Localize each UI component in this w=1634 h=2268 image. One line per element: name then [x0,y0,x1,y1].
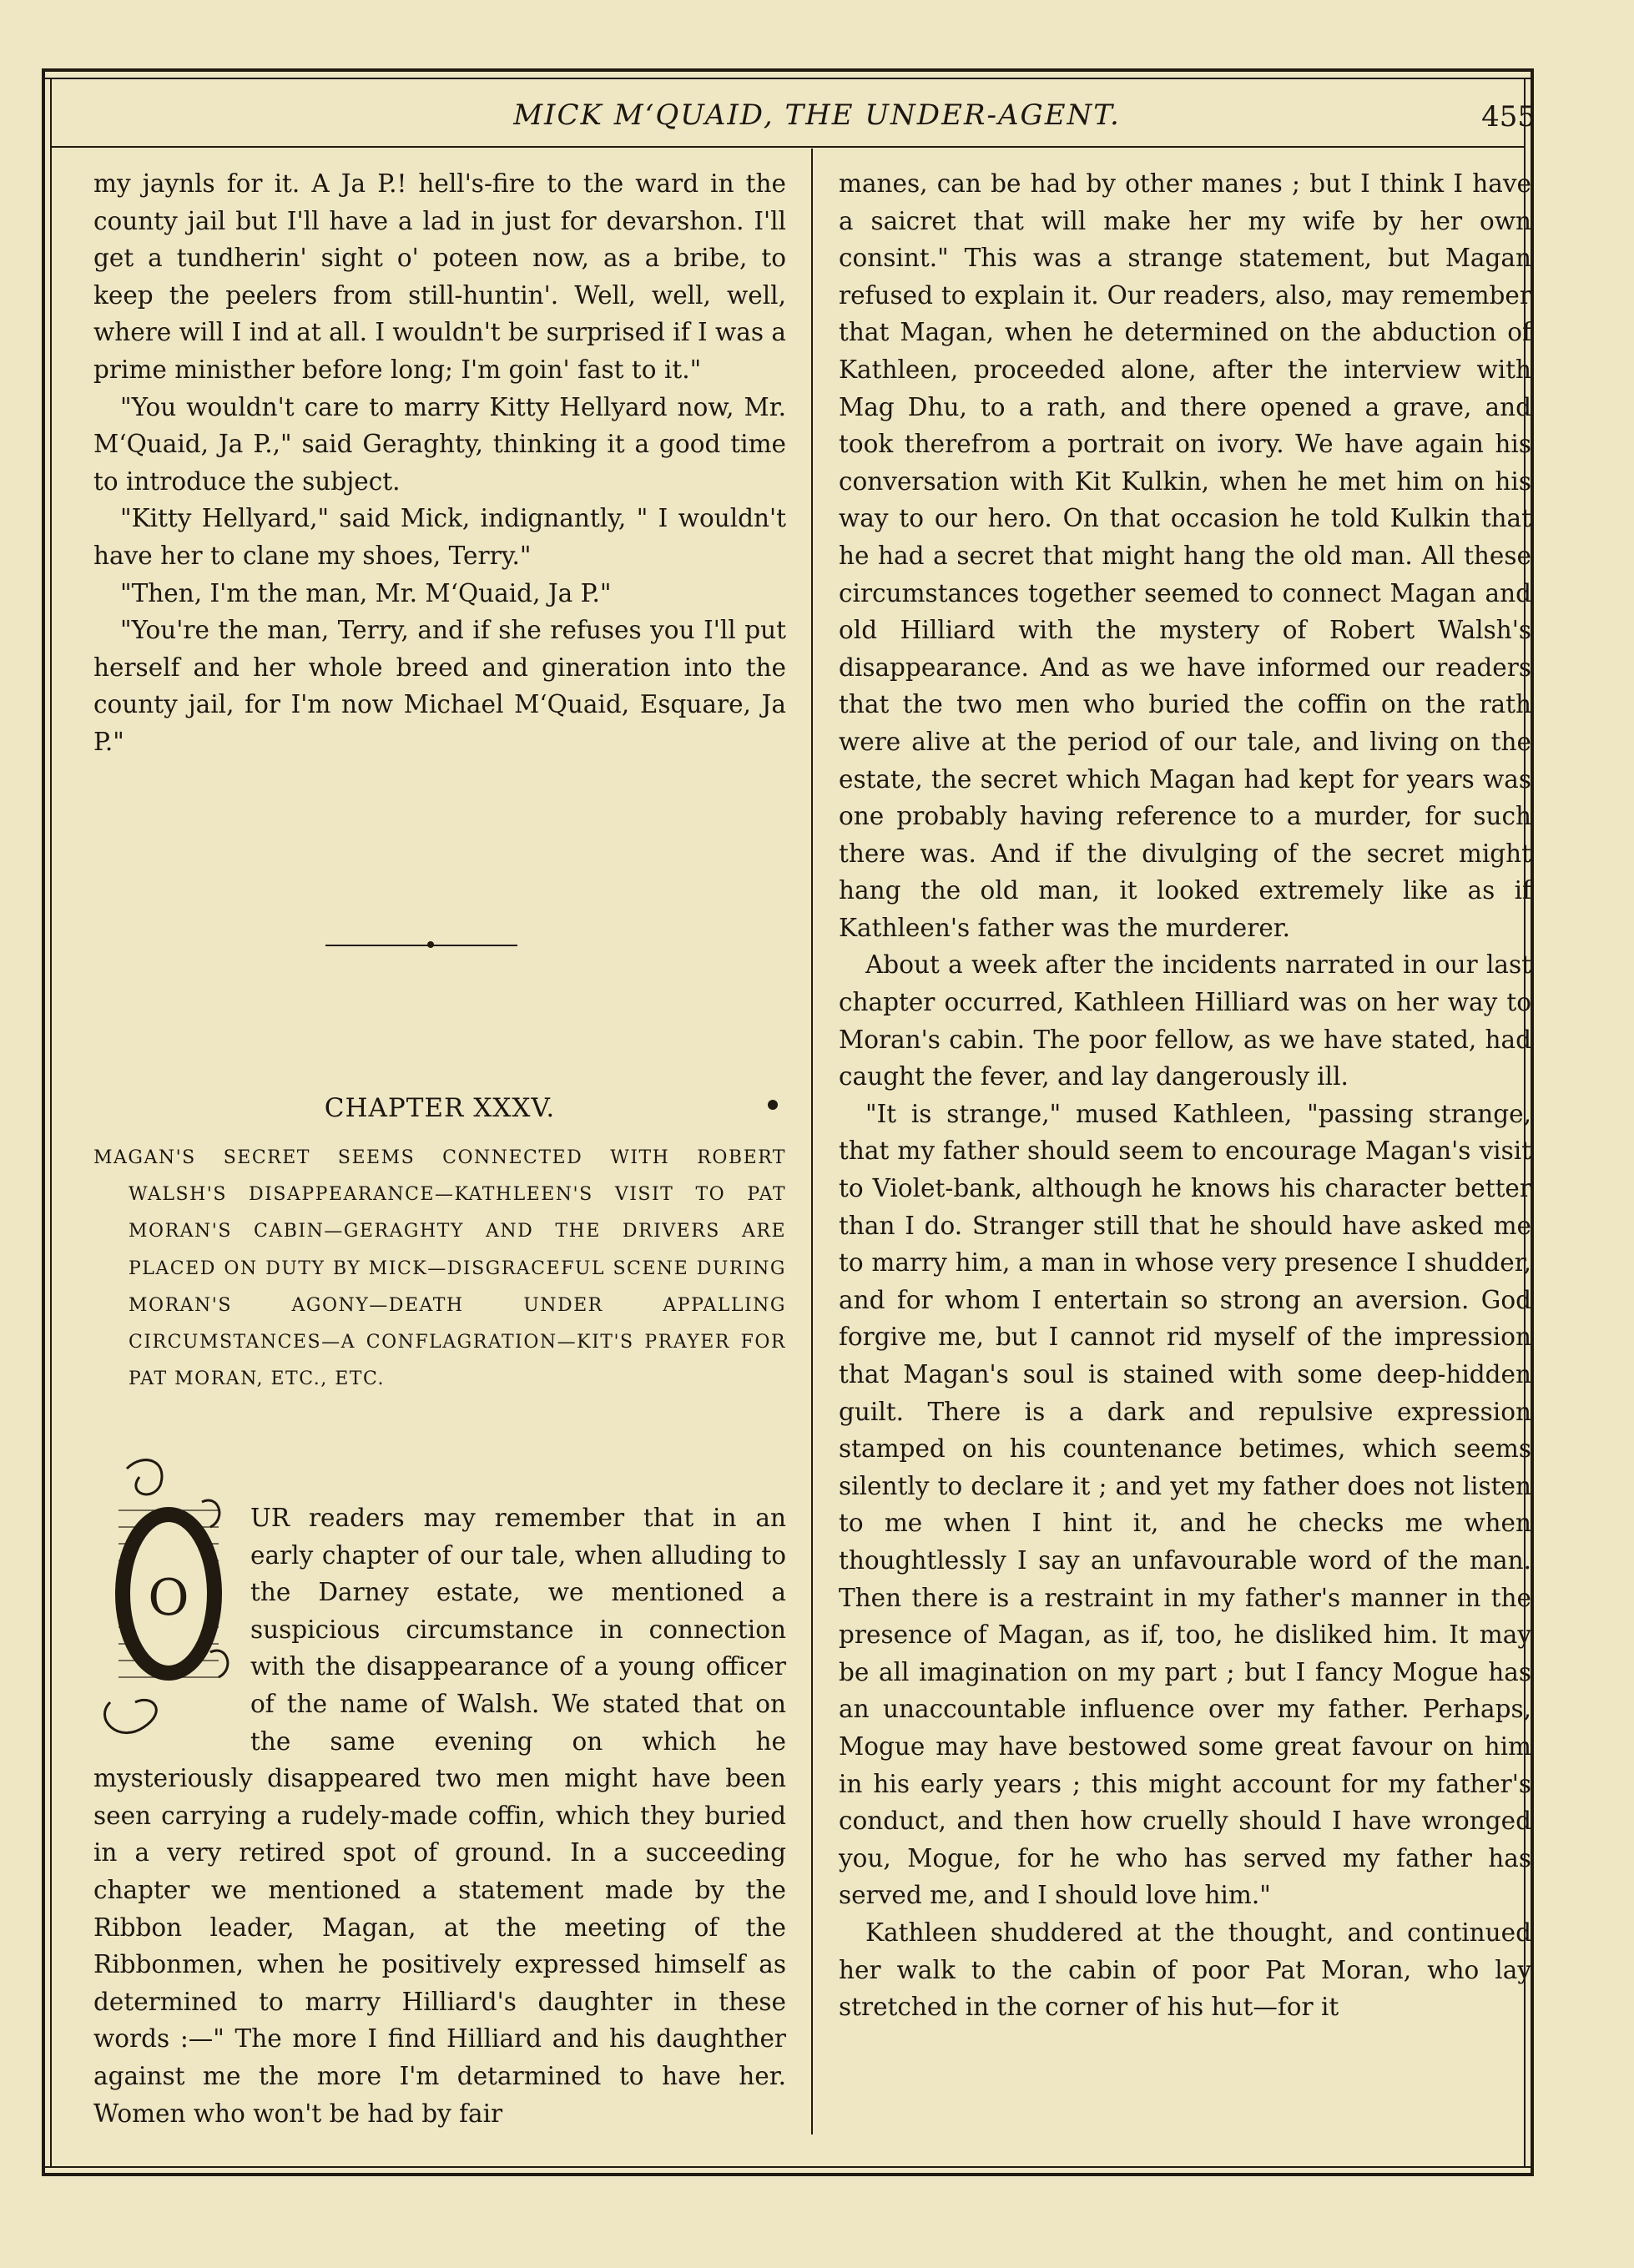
frame-rule-bottom-outer [42,2173,1534,2176]
chapter-opening-paragraph [93,1499,786,2132]
paragraph: "You wouldn't care to marry Kitty Hellyard now, Mr. M‘Quaid, Ja P.," said Geraghty, thinking it a good time to introduce the subject. [93,392,786,496]
paragraph: "You're the man, Terry, and if she refuses you I'll put herself and her whole breed and gineration into the county jail, for I'm now Michael M‘Quaid, Esquare, Ja P." [93,616,786,756]
frame-rule-bottom-inner [42,2166,1534,2168]
page-number: 455 [1481,100,1536,134]
right-column [839,165,1531,2026]
chapter-bullet-mark [768,1100,778,1110]
frame-rule-top-outer [42,68,1534,72]
column-divider [811,149,813,2134]
chapter-summary: MAGAN'S SECRET SEEMS CONNECTED WITH ROBERT WALSH'S DISAPPEARANCE—KATHLEEN'S VISIT TO PAT MORAN'S CABIN—GERAGHTY AND THE DRIVERS ARE PLACED ON DUTY BY MICK—DISGRACEFUL SCENE DURING MORAN'S AGONY—DEATH UNDER APPALLING CIRCUMSTANCES—A CONFLAGRATION—KIT'S PRAYER FOR PAT MORAN, ETC., ETC. [93,1147,786,1390]
paragraph: manes, can be had by other manes ; but I think I have a saicret that will make her my wife by her own consint." This was a strange statement, but Magan refused to explain it. Our readers, also, may remember that Magan, when he determined on the abduction of Kathleen, proceeded alone, after the interview with Mag Dhu, to a rath, and there opened a grave, and took therefrom a portrait on ivory. We have again his conversation with Kit Kulkin, when he met him on his way to our hero. On that occasion he told Kulkin that he had a secret that might hang the old man. All these circumstances together seemed to connect Magan and old Hilliard with the mystery of Robert Walsh's disappearance. And as we have informed our readers that the two men who buried the coffin on the rath were alive at the period of our tale, and living on the estate, the secret which Magan had kept for years was one probably having reference to a murder, for such there was. And if the divulging of the secret might hang the old man, it looked extremely like as if Kathleen's father was the murderer. [839,169,1531,942]
chapter-title: CHAPTER XXXV. [324,1093,556,1123]
paragraph: Kathleen shuddered at the thought, and continued her walk to the cabin of poor Pat Moran, who lay stretched in the corner of his hut—for it [839,1918,1531,2022]
chapter-opening-text: UR readers may remember that in an early chapter of our tale, when alluding to the Darney estate, we mentioned a suspicious circumstance in connection with the disappearance of a young officer of the name of Walsh. We stated that on the same evening on which he mysteriously disappeared two men might have been seen carrying a rudely-made coffin, which they buried in a very retired spot of ground. In a succeeding chapter we mentioned a statement made by the Ribbon leader, Magan, at the meeting of the Ribbonmen, when he positively expressed himself as determined to marry Hilliard's daughter in these words :—" The more I find Hilliard and his daughther against me the more I'm detarmined to have her. Women who won't be had by fair [93,1504,786,2128]
paragraph: "Kitty Hellyard," said Mick, indignantly, " I wouldn't have her to clane my shoes, Terry." [93,504,786,570]
running-head: MICK M‘QUAID, THE UNDER-AGENT. [513,98,1121,132]
paragraph: "Then, I'm the man, Mr. M‘Quaid, Ja P." [120,578,612,607]
separator-ornament [427,941,434,948]
frame-rule-left-outer [42,68,45,2176]
paragraph: my jaynls for it. A Ja P.! hell's-fire to the ward in the county jail but I'll have a lad in just for devarshon. I'll get a tundherin' sight o' poteen now, as a bribe, to keep the peelers from still-huntin'. Well, well, well, where will I ind at all. I wouldn't be surprised if I was a prime ministher before long; I'm goin' fast to it." [93,169,786,384]
frame-rule-left-inner [50,78,52,2168]
frame-rule-top-inner [42,78,1534,79]
header-rule [52,146,1524,148]
paragraph: About a week after the incidents narrated in our last chapter occurred, Kathleen Hilliard was on her way to Moran's cabin. The poor fellow, as we have stated, had caught the fever, and lay dangerously ill. [839,950,1531,1091]
left-column [93,165,786,761]
drop-cap-letter: O [148,1569,189,1627]
section-separator [325,945,517,946]
paragraph: "It is strange," mused Kathleen, "passing strange, that my father should seem to encourage Magan's visit to Violet-bank, although he knows his character better than I do. Stranger still that he should have asked me to marry him, a man in whose very presence I shudder, and for whom I entertain so strong an aversion. God forgive me, but I cannot rid myself of the impression that Magan's soul is stained with some deep-hidden guilt. There is a dark and repulsive expression stamped on his countenance betimes, which seems silently to declare it ; and yet my father does not listen to me when I hint it, and he checks me when thoughtlessly I say an unfavourable word of the man. Then there is a restraint in my father's manner in the presence of Magan, as if, too, he disliked him. It may be all imagination on my part ; but I fancy Mogue has an unaccountable influence over my father. Perhaps, Mogue may have bestowed some great favour on him in his early years ; this might account for my father's conduct, and then how cruelly should I have wronged you, Mogue, for he who has served my father has served me, and I should love him." [839,1099,1531,1910]
